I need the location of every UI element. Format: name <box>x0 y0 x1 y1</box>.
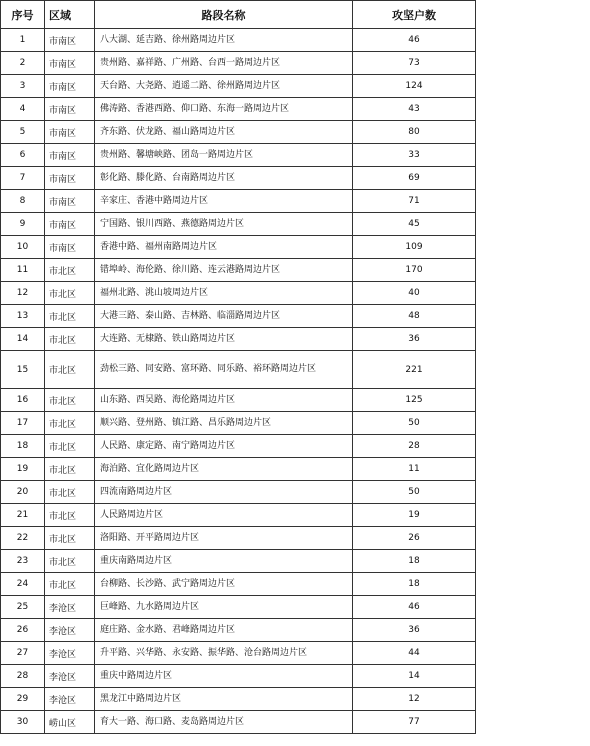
header-road-name: 路段名称 <box>95 1 353 29</box>
row-index: 7 <box>1 167 45 190</box>
row-road-name: 贵州路、嘉祥路、广州路、台西一路周边片区 <box>95 52 353 75</box>
row-index: 22 <box>1 527 45 550</box>
row-area: 李沧区 <box>45 665 95 688</box>
row-road-name: 黑龙江中路周边片区 <box>95 688 353 711</box>
row-count: 221 <box>353 351 476 389</box>
row-road-name: 齐东路、伏龙路、福山路周边片区 <box>95 121 353 144</box>
row-count: 73 <box>353 52 476 75</box>
row-area: 市北区 <box>45 389 95 412</box>
row-road-name: 台柳路、长沙路、武宁路周边片区 <box>95 573 353 596</box>
row-count: 40 <box>353 282 476 305</box>
table-row <box>1 351 476 389</box>
row-index: 26 <box>1 619 45 642</box>
row-area: 市北区 <box>45 328 95 351</box>
row-area: 市北区 <box>45 573 95 596</box>
row-area: 市北区 <box>45 351 95 389</box>
row-area: 李沧区 <box>45 642 95 665</box>
table-row <box>1 458 476 481</box>
row-count: 28 <box>353 435 476 458</box>
row-area: 市北区 <box>45 259 95 282</box>
row-count: 36 <box>353 619 476 642</box>
row-count: 12 <box>353 688 476 711</box>
row-count: 26 <box>353 527 476 550</box>
table-row <box>1 389 476 412</box>
table-row <box>1 435 476 458</box>
header-row <box>1 1 476 29</box>
row-road-name: 洛阳路、开平路周边片区 <box>95 527 353 550</box>
table-row <box>1 282 476 305</box>
table-row <box>1 642 476 665</box>
row-area: 市南区 <box>45 121 95 144</box>
header-index: 序号 <box>1 1 45 29</box>
row-index: 17 <box>1 412 45 435</box>
row-road-name: 人民路、康定路、南宁路周边片区 <box>95 435 353 458</box>
row-index: 9 <box>1 213 45 236</box>
row-road-name: 大港三路、泰山路、吉林路、临淄路周边片区 <box>95 305 353 328</box>
row-count: 109 <box>353 236 476 259</box>
row-area: 市北区 <box>45 550 95 573</box>
table-row <box>1 550 476 573</box>
table-row <box>1 481 476 504</box>
header-count: 攻坚户数 <box>353 1 476 29</box>
row-area: 市北区 <box>45 504 95 527</box>
row-count: 19 <box>353 504 476 527</box>
row-area: 市北区 <box>45 481 95 504</box>
row-road-name: 顺兴路、登州路、镇江路、昌乐路周边片区 <box>95 412 353 435</box>
row-area: 市南区 <box>45 167 95 190</box>
row-index: 6 <box>1 144 45 167</box>
table-row <box>1 328 476 351</box>
row-count: 45 <box>353 213 476 236</box>
row-index: 23 <box>1 550 45 573</box>
table-row <box>1 596 476 619</box>
row-area: 李沧区 <box>45 619 95 642</box>
row-area: 市北区 <box>45 435 95 458</box>
table-row <box>1 527 476 550</box>
row-area: 市南区 <box>45 144 95 167</box>
row-road-name: 错埠岭、海伦路、徐川路、连云港路周边片区 <box>95 259 353 282</box>
table-row <box>1 213 476 236</box>
row-road-name: 宁国路、银川西路、燕德路周边片区 <box>95 213 353 236</box>
table-row <box>1 665 476 688</box>
row-count: 14 <box>353 665 476 688</box>
row-area: 市南区 <box>45 190 95 213</box>
row-index: 29 <box>1 688 45 711</box>
table-row <box>1 236 476 259</box>
row-area: 市南区 <box>45 75 95 98</box>
row-count: 46 <box>353 596 476 619</box>
row-area: 市北区 <box>45 458 95 481</box>
row-area: 市北区 <box>45 282 95 305</box>
row-road-name: 庭庄路、金水路、君峰路周边片区 <box>95 619 353 642</box>
table-row <box>1 259 476 282</box>
row-count: 77 <box>353 711 476 734</box>
row-index: 11 <box>1 259 45 282</box>
row-index: 5 <box>1 121 45 144</box>
row-area: 市南区 <box>45 98 95 121</box>
row-index: 18 <box>1 435 45 458</box>
table-row <box>1 688 476 711</box>
table-row <box>1 305 476 328</box>
table-row <box>1 75 476 98</box>
row-count: 46 <box>353 29 476 52</box>
row-index: 13 <box>1 305 45 328</box>
row-area: 李沧区 <box>45 688 95 711</box>
table-row <box>1 29 476 52</box>
row-index: 25 <box>1 596 45 619</box>
row-index: 19 <box>1 458 45 481</box>
row-index: 3 <box>1 75 45 98</box>
row-road-name: 山东路、西吴路、海伦路周边片区 <box>95 389 353 412</box>
table-row <box>1 504 476 527</box>
row-road-name: 海泊路、宜化路周边片区 <box>95 458 353 481</box>
row-count: 170 <box>353 259 476 282</box>
row-road-name: 八大湖、延吉路、徐州路周边片区 <box>95 29 353 52</box>
row-road-name: 升平路、兴华路、永安路、振华路、沧台路周边片区 <box>95 642 353 665</box>
row-road-name: 重庆中路周边片区 <box>95 665 353 688</box>
row-road-name: 佛涛路、香港西路、仰口路、东海一路周边片区 <box>95 98 353 121</box>
header-area: 区域 <box>45 1 95 29</box>
row-road-name: 重庆南路周边片区 <box>95 550 353 573</box>
row-index: 16 <box>1 389 45 412</box>
row-road-name: 贵州路、馨塘峡路、团岛一路周边片区 <box>95 144 353 167</box>
row-road-name: 辛家庄、香港中路周边片区 <box>95 190 353 213</box>
row-count: 80 <box>353 121 476 144</box>
row-count: 43 <box>353 98 476 121</box>
row-area: 市北区 <box>45 527 95 550</box>
row-road-name: 人民路周边片区 <box>95 504 353 527</box>
row-index: 12 <box>1 282 45 305</box>
row-count: 36 <box>353 328 476 351</box>
row-count: 50 <box>353 481 476 504</box>
table-row <box>1 711 476 734</box>
row-area: 崂山区 <box>45 711 95 734</box>
row-count: 124 <box>353 75 476 98</box>
row-index: 24 <box>1 573 45 596</box>
row-index: 2 <box>1 52 45 75</box>
row-road-name: 福州北路、洮山坡周边片区 <box>95 282 353 305</box>
table-row <box>1 412 476 435</box>
table-row <box>1 167 476 190</box>
row-index: 20 <box>1 481 45 504</box>
table-row <box>1 619 476 642</box>
table-row <box>1 98 476 121</box>
row-count: 50 <box>353 412 476 435</box>
row-index: 30 <box>1 711 45 734</box>
row-index: 28 <box>1 665 45 688</box>
row-count: 125 <box>353 389 476 412</box>
row-area: 市北区 <box>45 305 95 328</box>
table-row <box>1 52 476 75</box>
row-index: 27 <box>1 642 45 665</box>
row-count: 44 <box>353 642 476 665</box>
row-area: 市北区 <box>45 412 95 435</box>
row-area: 市南区 <box>45 236 95 259</box>
row-count: 69 <box>353 167 476 190</box>
row-area: 市南区 <box>45 29 95 52</box>
row-road-name: 劲松三路、同安路、富环路、同乐路、裕环路周边片区 <box>95 351 353 389</box>
row-road-name: 香港中路、福州南路周边片区 <box>95 236 353 259</box>
row-area: 市南区 <box>45 213 95 236</box>
row-index: 15 <box>1 351 45 389</box>
row-road-name: 大连路、无棣路、铁山路周边片区 <box>95 328 353 351</box>
table-row <box>1 190 476 213</box>
row-index: 14 <box>1 328 45 351</box>
row-road-name: 天台路、大尧路、逍遥二路、徐州路周边片区 <box>95 75 353 98</box>
row-count: 33 <box>353 144 476 167</box>
row-road-name: 育大一路、海口路、麦岛路周边片区 <box>95 711 353 734</box>
row-area: 市南区 <box>45 52 95 75</box>
row-count: 48 <box>353 305 476 328</box>
row-index: 10 <box>1 236 45 259</box>
row-road-name: 四流南路周边片区 <box>95 481 353 504</box>
row-index: 4 <box>1 98 45 121</box>
row-index: 1 <box>1 29 45 52</box>
row-count: 18 <box>353 573 476 596</box>
row-road-name: 巨峰路、九水路周边片区 <box>95 596 353 619</box>
row-index: 8 <box>1 190 45 213</box>
table-row <box>1 144 476 167</box>
row-count: 18 <box>353 550 476 573</box>
row-index: 21 <box>1 504 45 527</box>
table-row <box>1 573 476 596</box>
row-road-name: 彰化路、滕化路、台南路周边片区 <box>95 167 353 190</box>
row-count: 11 <box>353 458 476 481</box>
table-body <box>1 29 476 734</box>
table-row <box>1 121 476 144</box>
row-area: 李沧区 <box>45 596 95 619</box>
row-count: 71 <box>353 190 476 213</box>
